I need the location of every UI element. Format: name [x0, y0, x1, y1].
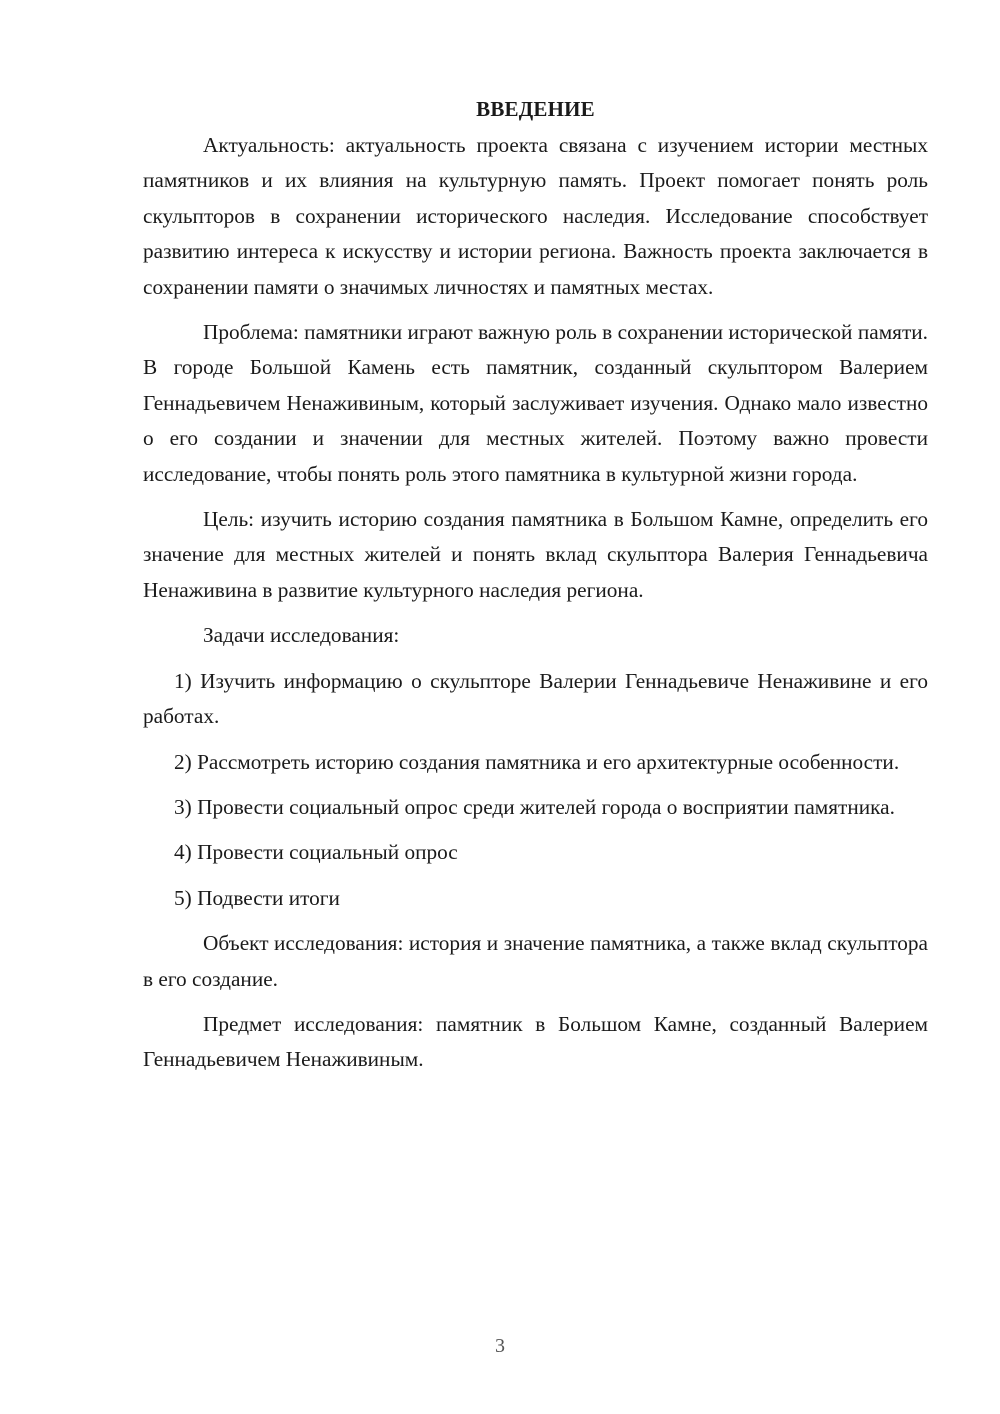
- task-item-5: 5) Подвести итоги: [174, 885, 340, 910]
- paragraph-relevance: Актуальность: актуальность проекта связана с изучением истории местных памятников и их влияния на культурную память. Проект помогает понять роль скульпторов в сохранении исторического наследия. Исследование способствует развитию интереса к искусству и истории региона. Важность проекта заключается в сохранении памяти о значимых личностях и памятных местах.: [143, 133, 928, 299]
- task-item-4: 4) Провести социальный опрос: [174, 840, 458, 865]
- paragraph-object: Объект исследования: история и значение памятника, а также вклад скульптора в его создание.: [143, 931, 928, 991]
- paragraph-problem: Проблема: памятники играют важную роль в сохранении исторической памяти. В городе Большой Камень есть памятник, созданный скульптором Валерием Геннадьевичем Ненаживиным, который заслуживает изучения. Однако мало известно о его создании и значении для местных жителей. Поэтому важно провести исследование, чтобы понять роль этого памятника в культурной жизни города.: [143, 320, 928, 486]
- page-number: 3: [495, 1335, 505, 1357]
- paragraph-goal: Цель: изучить историю создания памятника в Большом Камне, определить его значение для местных жителей и понять вклад скульптора Валерия Геннадьевича Ненаживина в развитие культурного наследия региона.: [143, 507, 928, 602]
- tasks-heading: Задачи исследования:: [203, 623, 400, 648]
- paragraph-subject: Предмет исследования: памятник в Большом Камне, созданный Валерием Геннадьевичем Ненаживиным.: [143, 1011, 928, 1072]
- task-item-1: 1) Изучить информацию о скульпторе Валерии Геннадьевиче Ненаживине и его работах.: [143, 668, 928, 729]
- task-item-2: 2) Рассмотреть историю создания памятника и его архитектурные особенности.: [174, 749, 900, 774]
- task-item-3: 3) Провести социальный опрос среди жителей города о восприятии памятника.: [174, 794, 895, 819]
- section-title: ВВЕДЕНИЕ: [476, 97, 595, 121]
- document-page: [143, 92, 928, 1088]
